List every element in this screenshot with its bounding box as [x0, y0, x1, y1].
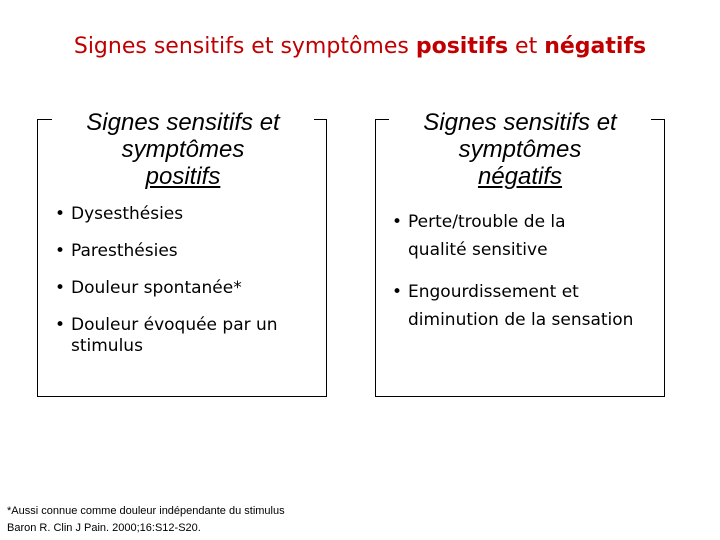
footnote [7, 503, 285, 537]
title-part-1: Signes sensitifs et symptômes [73, 34, 416, 59]
bullet-icon: • [55, 241, 66, 261]
list-item-text: Douleur évoquée par un stimulus [71, 315, 278, 356]
negative-panel-header [389, 109, 651, 190]
bullet-icon: • [55, 204, 66, 224]
positive-header-line-2: symptômes [121, 136, 245, 163]
title-negatifs: négatifs [544, 34, 647, 59]
positive-panel-header [52, 109, 314, 190]
list-item [55, 204, 320, 225]
positive-signs-list [55, 204, 320, 373]
slide-title [0, 34, 720, 59]
footnote-citation: Baron R. Clin J Pain. 2000;16:S12-S20. [7, 522, 201, 534]
list-item [55, 241, 320, 262]
list-item-text: Paresthésies [71, 241, 178, 261]
list-item-text: Perte/trouble de la qualité sensitive [408, 212, 566, 260]
negative-header-line-2: symptômes [458, 136, 582, 163]
negative-signs-list [392, 208, 654, 348]
positive-header-line-1: Signes sensitifs et [86, 109, 280, 136]
list-item-text: Engourdissement et diminution de la sensation [408, 282, 634, 330]
list-item-text: Douleur spontanée* [71, 278, 242, 298]
list-item [55, 278, 320, 299]
title-part-3: et [508, 34, 545, 59]
negative-header-line-1: Signes sensitifs et [423, 109, 617, 136]
list-item [392, 278, 638, 334]
list-item-text: Dysesthésies [71, 204, 184, 224]
bullet-icon: • [392, 282, 403, 302]
bullet-icon: • [55, 315, 66, 335]
list-item [392, 208, 623, 264]
bullet-icon: • [55, 278, 66, 298]
negative-header-line-3: négatifs [477, 163, 563, 190]
bullet-icon: • [392, 212, 403, 232]
title-positifs: positifs [415, 34, 509, 59]
footnote-definition: *Aussi connue comme douleur indépendante du stimulus [7, 505, 285, 517]
list-item [55, 315, 291, 357]
positive-header-line-3: positifs [145, 163, 221, 190]
